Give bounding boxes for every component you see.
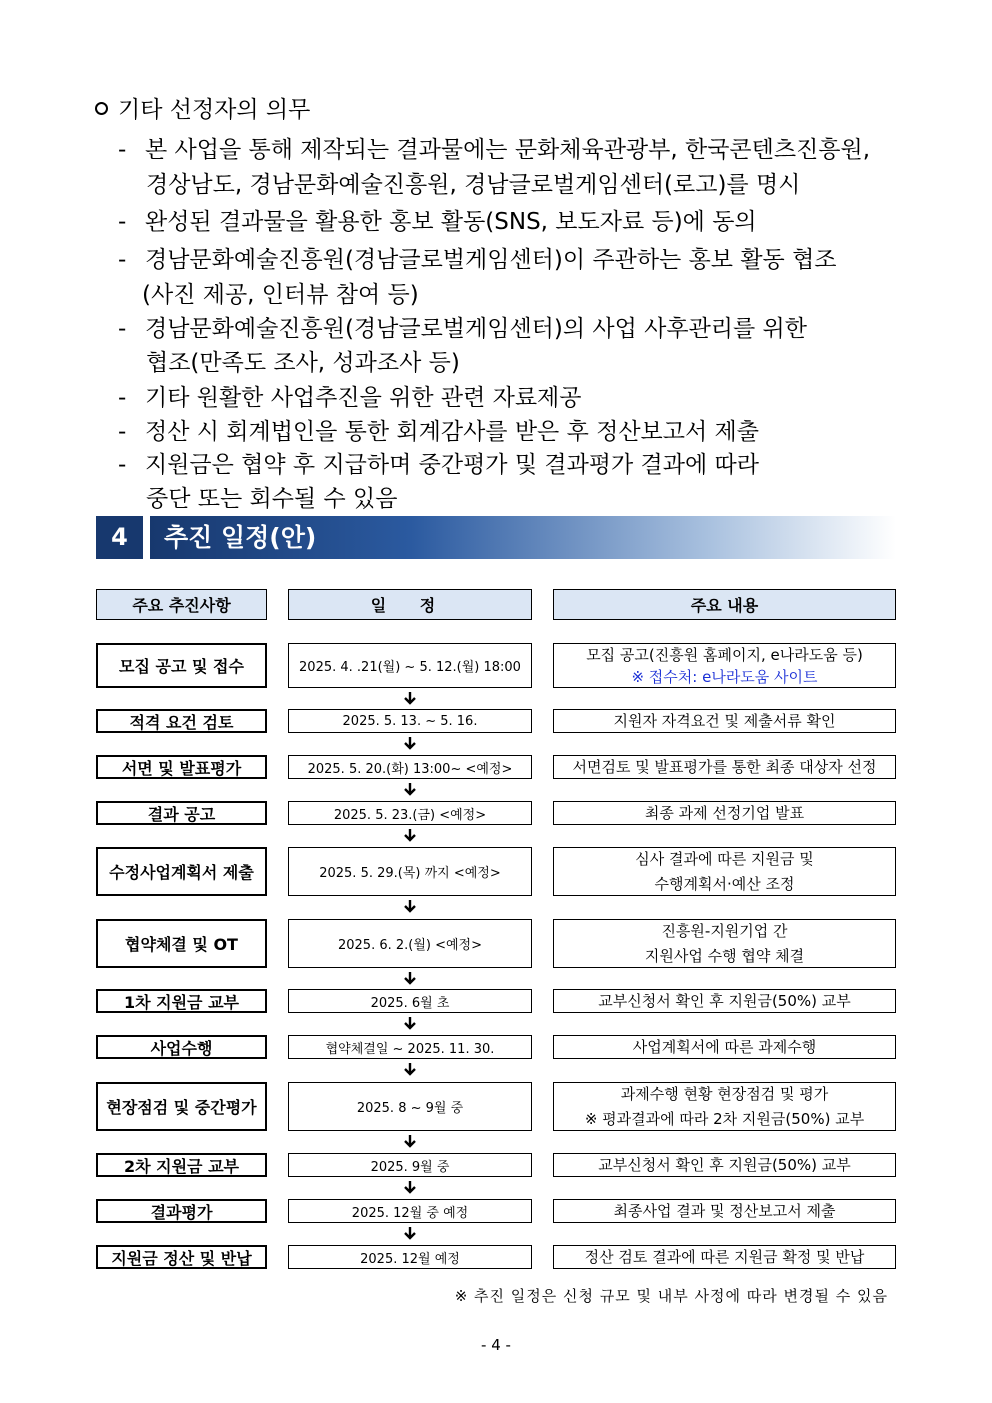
- stage-cell: 수정사업계획서 제출: [96, 847, 267, 896]
- desc-line: 지원자 자격요건 및 제출서류 확인: [613, 711, 836, 730]
- desc-line: 서면검토 및 발표평가를 통한 최종 대상자 선정: [572, 757, 877, 776]
- section-title: 추진 일정(안): [164, 523, 317, 552]
- desc-line: 최종 과제 선정기업 발표: [644, 803, 805, 822]
- obligation-item: [118, 446, 898, 512]
- dash-icon: -: [118, 209, 127, 235]
- obligation-item: [118, 241, 898, 308]
- desc-cell: [553, 755, 896, 779]
- arrow-down-icon: [402, 735, 418, 751]
- obligations-heading-text: 기타 선정자의 의무: [118, 97, 311, 123]
- stage-cell: 모집 공고 및 접수: [96, 643, 267, 688]
- desc-line: 모집 공고(진흥원 홈페이지, e나라도움 등): [586, 645, 863, 664]
- obligation-line: 중단 또는 회수될 수 있음: [146, 486, 398, 512]
- arrow-down-icon: [402, 1061, 418, 1077]
- dash-icon: -: [118, 419, 127, 445]
- dash-icon: -: [118, 385, 127, 411]
- desc-line: 최종사업 결과 및 정산보고서 제출: [613, 1201, 836, 1220]
- arrow-down-icon: [402, 690, 418, 706]
- section-number: 4: [96, 516, 143, 559]
- desc-line: 진흥원-지원기업 간: [661, 921, 788, 940]
- stage-cell: 현장점검 및 중간평가: [96, 1082, 267, 1131]
- desc-line: 과제수행 현황 현장점검 및 평가: [620, 1084, 829, 1103]
- obligation-line: 협조(만족도 조사, 성과조사 등): [146, 350, 460, 376]
- obligation-item: [118, 413, 898, 446]
- obligation-line: 경상남도, 경남문화예술진흥원, 경남글로벌게임센터(로고)를 명시: [146, 172, 801, 198]
- dash-icon: -: [118, 247, 127, 273]
- date-cell: 2025. 6. 2.(월) <예정>: [288, 919, 532, 968]
- arrow-down-icon: [402, 1225, 418, 1241]
- desc-line: 심사 결과에 따른 지원금 및: [635, 849, 814, 868]
- date-cell: 협약체결일 ~ 2025. 11. 30.: [288, 1035, 532, 1059]
- obligation-item: [118, 131, 898, 198]
- stage-cell: 서면 및 발표평가: [96, 755, 267, 779]
- circle-bullet-icon: [95, 102, 108, 115]
- date-cell: 2025. 4. .21(월) ~ 5. 12.(월) 18:00: [288, 643, 532, 688]
- date-cell: 2025. 8 ~ 9월 중: [288, 1082, 532, 1131]
- obligation-item: [118, 203, 898, 236]
- date-cell: 2025. 5. 23.(금) <예정>: [288, 801, 532, 825]
- header-stage: 주요 추진사항: [96, 589, 267, 620]
- desc-cell: [553, 1199, 896, 1223]
- stage-cell: 사업수행: [96, 1035, 267, 1059]
- obligation-line: (사진 제공, 인터뷰 참여 등): [142, 282, 419, 308]
- desc-line: ※ 평과결과에 따라 2차 지원금(50%) 교부: [584, 1109, 865, 1128]
- desc-line: 교부신청서 확인 후 지원금(50%) 교부: [598, 991, 851, 1010]
- obligation-line: 본 사업을 통해 제작되는 결과물에는 문화체육관광부, 한국콘텐츠진흥원,: [145, 137, 871, 163]
- obligation-item: [118, 310, 898, 376]
- page-number: - 4 -: [481, 1336, 511, 1354]
- dash-icon: -: [118, 452, 127, 478]
- obligation-item: [118, 379, 898, 412]
- desc-line: 교부신청서 확인 후 지원금(50%) 교부: [598, 1155, 851, 1174]
- section-header: [96, 516, 896, 559]
- desc-cell: [553, 1153, 896, 1177]
- desc-cell: [553, 847, 896, 896]
- arrow-down-icon: [402, 1015, 418, 1031]
- desc-cell: [553, 989, 896, 1013]
- header-date: 일 정: [288, 589, 532, 620]
- desc-cell: [553, 801, 896, 825]
- schedule-note: ※ 추진 일정은 신청 규모 및 내부 사정에 따라 변경될 수 있음: [454, 1287, 888, 1305]
- desc-cell: [553, 919, 896, 968]
- date-cell: 2025. 9월 중: [288, 1153, 532, 1177]
- desc-cell: [553, 1245, 896, 1269]
- arrow-down-icon: [402, 898, 418, 914]
- obligations-heading: [95, 91, 310, 124]
- arrow-down-icon: [402, 781, 418, 797]
- dash-icon: -: [118, 137, 127, 163]
- date-cell: 2025. 5. 13. ~ 5. 16.: [288, 709, 532, 733]
- obligation-line: 완성된 결과물을 활용한 홍보 활동(SNS, 보도자료 등)에 동의: [145, 209, 757, 235]
- arrow-down-icon: [402, 1179, 418, 1195]
- arrow-down-icon: [402, 970, 418, 986]
- desc-note: ※ 접수처: e나라도움 사이트: [631, 667, 818, 686]
- desc-cell: [553, 709, 896, 733]
- header-desc: 주요 내용: [553, 589, 896, 620]
- dash-icon: -: [118, 316, 127, 342]
- desc-line: 지원사업 수행 협약 체결: [644, 946, 805, 965]
- obligation-line: 지원금은 협약 후 지급하며 중간평가 및 결과평가 결과에 따라: [145, 452, 759, 478]
- section-title-bar: [150, 516, 896, 559]
- date-cell: 2025. 5. 20.(화) 13:00~ <예정>: [288, 755, 532, 779]
- stage-cell: 지원금 정산 및 반납: [96, 1245, 267, 1269]
- desc-cell: [553, 643, 896, 688]
- stage-cell: 1차 지원금 교부: [96, 989, 267, 1013]
- arrow-down-icon: [402, 827, 418, 843]
- desc-line: 수행계획서·예산 조정: [654, 874, 795, 893]
- obligation-line: 경남문화예술진흥원(경남글로벌게임센터)이 주관하는 홍보 활동 협조: [145, 247, 837, 273]
- desc-line: 사업계획서에 따른 과제수행: [632, 1037, 817, 1056]
- arrow-down-icon: [402, 1133, 418, 1149]
- stage-cell: 결과 공고: [96, 801, 267, 825]
- date-cell: 2025. 12월 중 예정: [288, 1199, 532, 1223]
- desc-cell: [553, 1082, 896, 1131]
- desc-line: 정산 검토 결과에 따른 지원금 확정 및 반납: [584, 1247, 865, 1266]
- obligation-line: 정산 시 회계법인을 통한 회계감사를 받은 후 정산보고서 제출: [145, 419, 759, 445]
- stage-cell: 결과평가: [96, 1199, 267, 1223]
- stage-cell: 적격 요건 검토: [96, 709, 267, 733]
- stage-cell: 2차 지원금 교부: [96, 1153, 267, 1177]
- date-cell: 2025. 5. 29.(목) 까지 <예정>: [288, 847, 532, 896]
- obligation-line: 경남문화예술진흥원(경남글로벌게임센터)의 사업 사후관리를 위한: [145, 316, 807, 342]
- stage-cell: 협약체결 및 OT: [96, 919, 267, 968]
- desc-cell: [553, 1035, 896, 1059]
- date-cell: 2025. 12월 예정: [288, 1245, 532, 1269]
- date-cell: 2025. 6월 초: [288, 989, 532, 1013]
- obligation-line: 기타 원활한 사업추진을 위한 관련 자료제공: [145, 385, 582, 411]
